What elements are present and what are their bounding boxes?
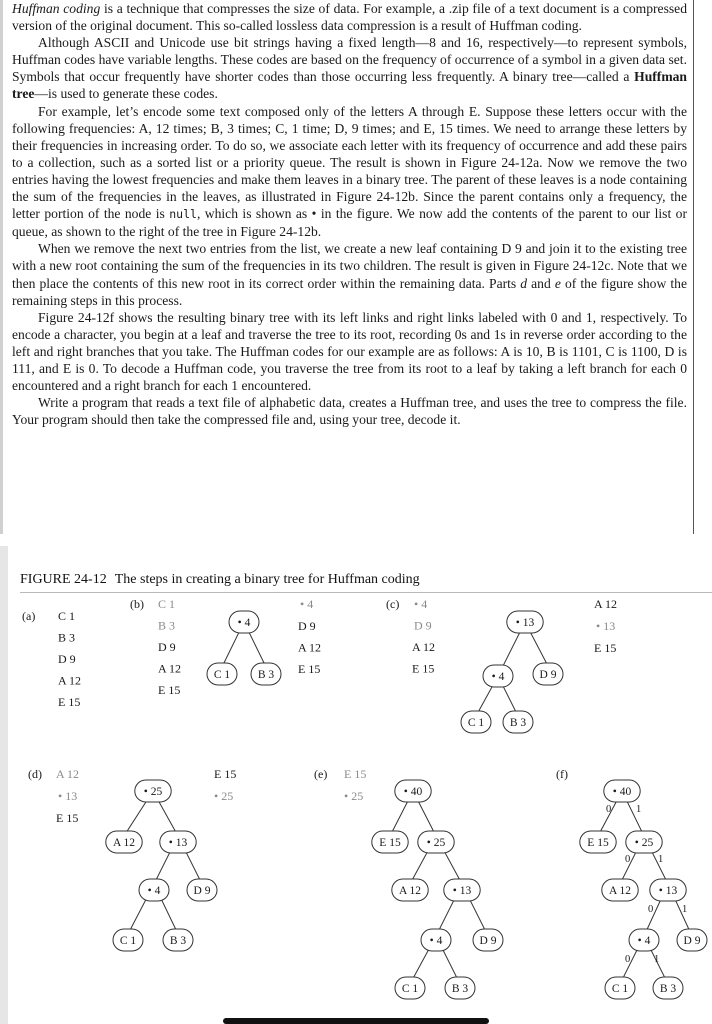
list-b2-faded-item: • 4 [300,597,314,611]
text-segment: For example, let’s encode some text composed only of the letters A through E. Suppose these letters occur with the following frequencies: A, 12 times; B, 3 times; C, 1 time; D, 9 times; and E, 15 times. We need to arrange these letters by their frequencies in increasing order. To do so, we associate each letter with its frequency of occurrence and add these pairs to a collection, such as a sorted list or a priority queue. The result is shown in Figure 24-12a. Now we remove the two entries having the lowest frequencies and make them leaves in a binary tree. The parent of these leaves is a node containing the sum of the frequencies in the leaves, as illustrated in Figure 24-12b. Since the parent contains only a frequency, the letter portion of the node is [12,103,687,222]
c-13-node-label: • 13 [515,617,535,629]
e-40-node-label: • 40 [403,786,423,798]
f-25-node-label: • 25 [634,837,654,849]
c-d9-node-label: D 9 [539,669,557,681]
e-25-node-label: • 25 [426,837,446,849]
page-left-margin-rule [0,0,3,534]
c-b3-node-label: B 3 [509,717,527,729]
list-b-faded-item: C 1 [158,597,176,611]
text-segment: Huffman coding [12,1,101,16]
d-25-node-label: • 25 [143,786,163,798]
list-a-item: E 15 [58,695,81,709]
list-c-faded-item: • 4 [414,597,428,611]
part-label-f: (f) [556,767,568,781]
e-e15-node-label: E 15 [379,837,401,849]
body-text [12,0,687,428]
text-segment: —is used to generate these codes. [34,86,218,102]
paragraph [12,394,687,428]
branch-bit1-label: 1 [658,854,664,865]
list-c2-item: A 12 [594,597,618,611]
list-c-item: E 15 [412,661,435,676]
part-label-e: (e) [314,767,328,781]
c-4-node-label: • 4 [491,671,505,683]
text-segment: of the figure show the remaining steps in this process. [12,275,687,308]
list-c2-faded-item: • 13 [596,619,616,633]
branch-bit0-label: 0 [648,904,654,915]
figure-caption-text: The steps in creating a binary tree for Huffman coding [114,572,420,587]
e-4-node-label: • 4 [429,935,443,947]
list-d2-faded-item: • 25 [214,789,234,803]
list-d-faded-item: A 12 [56,767,80,781]
part-label-d: (d) [28,767,42,781]
text-segment: Although ASCII and Unicode use bit strings having a fixed length—8 and 16, respectively—to represent symbols, Huffman codes have variable lengths. These codes are based on the frequency of occurrence of a symbol in a given data set. Symbols that occur frequently have shorter codes than those occurring less frequently. A binary tree—called a [12,35,687,85]
list-a-item: B 3 [58,630,76,645]
f-a12-node-label: A 12 [608,885,632,897]
f-13-node-label: • 13 [658,885,678,897]
text-segment: Write a program that reads a text file of alphabetic data, creates a Huffman tree, and uses the tree to compress the file. Your program should then take the compressed file and, using your tree, decode it. [12,395,687,428]
list-a-item: D 9 [58,652,76,666]
f-40-node-label: • 40 [612,786,632,798]
list-b2-item: E 15 [298,662,321,676]
f-4-node-label: • 4 [637,935,651,947]
list-a-item: A 12 [58,673,82,688]
f-b3-node-label: B 3 [659,983,677,995]
branch-bit1-label: 1 [654,954,660,965]
f-d9-node-label: D 9 [683,935,701,947]
e-b3-node-label: B 3 [451,983,469,995]
paragraph [12,240,687,308]
list-d2-item: E 15 [214,767,237,781]
list-b2-item: D 9 [298,619,316,633]
text-segment: is a technique that compresses the size of data. For example, a .zip file of a text document is a compressed version of the original document. This so-called lossless data compression is a result of Huffman coding. [12,1,688,34]
list-d-faded-item: • 13 [58,789,78,803]
list-b-item: E 15 [158,683,181,697]
paragraph [12,0,687,34]
branch-bit0-label: 0 [606,804,612,815]
d-4-node-label: • 4 [147,885,161,897]
d-c1-node-label: C 1 [119,935,137,947]
part-label-c: (c) [386,597,400,611]
d-13-node-label: • 13 [168,837,188,849]
d-b3-node-label: B 3 [169,935,187,947]
e-d9-node-label: D 9 [479,935,497,947]
branch-bit1-label: 1 [682,904,688,915]
list-b-item: D 9 [158,640,176,654]
list-c2b-item: E 15 [594,641,617,655]
e-13-node-label: • 13 [452,885,472,897]
list-d-item: E 15 [56,811,79,825]
branch-bit0-label: 0 [625,854,631,865]
text-segment: Figure 24-12f shows the resulting binary tree with its left links and right links labeled with 0 and 1, respectively. To encode a character, you begin at a leaf and traverse the tree to its root, recording 0s and 1s in reverse order according to the left and right branches that you take. The Huffman codes for our example are as follows: A is 10, B is 1101, C is 1100, D is 111, and E is 0. To decode a Huffman code, you traverse the tree from its root to a leaf by taking a left branch for each 0 encountered and a right branch for each 1 encountered. [12,309,687,394]
list-e-faded-item: • 25 [344,789,364,803]
home-indicator [223,1018,489,1024]
paragraph [12,309,687,394]
list-e-faded-item: E 15 [344,767,367,781]
text-segment: When we remove the next two entries from the list, we create a new leaf containing D 9 and join it to the existing tree with a new root containing the sum of the frequencies in its two children. The result is given in Figure 24-12c. Note that we then place the contents of this new root in its correct order within the remaining data. Parts [12,241,687,291]
text-segment: , which is shown as • in the figure. We now add the contents of the parent to our list or queue, as shown to the right of the tree in Figure 24-12b. [12,206,687,240]
f-e15-node-label: E 15 [587,837,609,849]
text-segment: and [527,275,555,291]
d-a12-node-label: A 12 [112,837,136,849]
list-a-item: C 1 [58,609,76,623]
list-b-item: A 12 [158,661,182,676]
text-segment: d [520,275,528,291]
branch-bit1-label: 1 [636,804,642,815]
list-c-faded-item: D 9 [414,618,432,633]
paragraph [12,34,687,102]
e-c1-node-label: C 1 [401,983,419,995]
f-c1-node-label: C 1 [611,983,629,995]
c-c1-node-label: C 1 [467,717,485,729]
figure-24-12 [8,556,712,1024]
branch-bit0-label: 0 [625,954,631,965]
list-b2-item: A 12 [298,640,322,655]
paragraph [12,103,687,241]
figure-left-shadow [0,546,8,1024]
b-root-node-label: • 4 [237,617,251,629]
list-c-item: A 12 [412,640,436,654]
d-d9-node-label: D 9 [193,885,211,897]
b-b3-node-label: B 3 [257,669,275,681]
text-segment: Huffman tree [12,69,687,102]
figure-diagram [8,556,712,1024]
page-right-margin-rule [693,0,694,534]
text-segment: null [169,207,197,222]
text-segment: e [554,275,561,291]
part-label-a: (a) [22,609,36,623]
part-label-b: (b) [130,597,144,611]
e-a12-node-label: A 12 [398,885,422,897]
figure-label: FIGURE 24-12 [20,572,107,587]
b-c1-node-label: C 1 [213,669,231,681]
list-b-faded-item: B 3 [158,618,176,633]
